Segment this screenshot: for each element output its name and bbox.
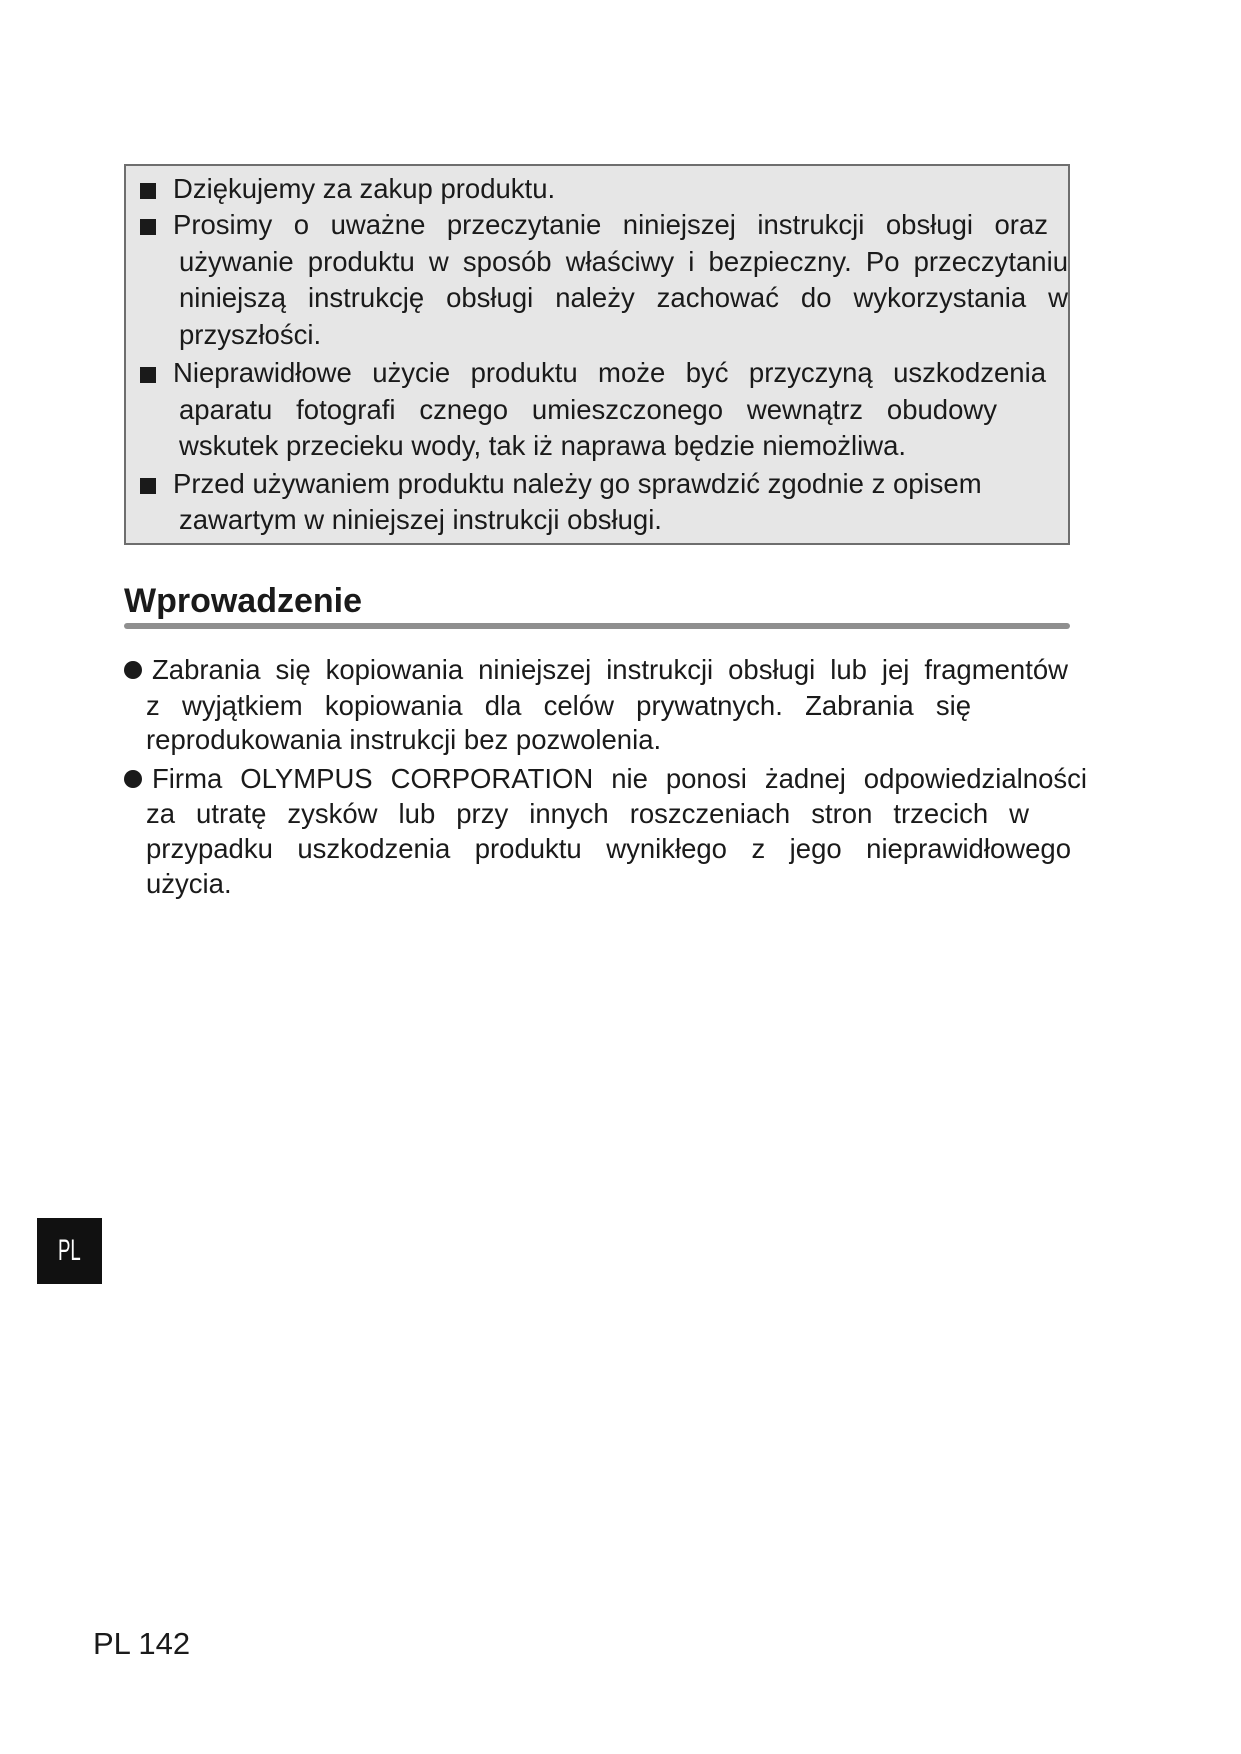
notice-box xyxy=(124,164,1070,545)
notice-line: używanie produktu w sposób właściwy i bezpieczny. Po przeczytaniu xyxy=(179,246,1068,277)
square-bullet-icon xyxy=(140,367,156,383)
heading-underline xyxy=(124,623,1070,629)
section-title: Wprowadzenie xyxy=(124,582,363,620)
language-tab xyxy=(37,1218,102,1284)
notice-line: Dziękujemy za zakup produktu. xyxy=(173,173,556,204)
bullet-line: Firma OLYMPUS CORPORATION nie ponosi żadnej odpowiedzialności xyxy=(152,763,1087,794)
notice-line: Przed używaniem produktu należy go sprawdzić zgodnie z opisem xyxy=(173,468,982,499)
notice-line: Nieprawidłowe użycie produktu może być przyczyną uszkodzenia xyxy=(173,357,1046,388)
bullet-line: Zabrania się kopiowania niniejszej instrukcji obsługi lub jej fragmentów xyxy=(152,654,1068,685)
square-bullet-icon xyxy=(140,478,156,494)
notice-line: niniejszą instrukcję obsługi należy zachować do wykorzystania w xyxy=(179,282,1068,313)
bullet-dot-icon xyxy=(124,770,142,788)
bullet-line: reprodukowania instrukcji bez pozwolenia. xyxy=(146,724,662,755)
notice-line: aparatu fotografi cznego umieszczonego wewnątrz obudowy xyxy=(179,394,997,425)
notice-line: przyszłości. xyxy=(179,319,322,350)
language-tab-label: PL xyxy=(58,1234,81,1267)
bullet-line: za utratę zysków lub przy innych roszczeniach stron trzecich w xyxy=(146,798,1029,829)
bullet-dot-icon xyxy=(124,661,142,679)
notice-line: zawartym w niniejszej instrukcji obsługi. xyxy=(179,504,662,535)
notice-line: Prosimy o uważne przeczytanie niniejszej instrukcji obsługi oraz xyxy=(173,209,1048,240)
bullet-line: z wyjątkiem kopiowania dla celów prywatnych. Zabrania się xyxy=(146,690,971,721)
bullet-line: przypadku uszkodzenia produktu wynikłego z jego nieprawidłowego xyxy=(146,833,1071,864)
notice-line: wskutek przecieku wody, tak iż naprawa będzie niemożliwa. xyxy=(179,430,907,461)
square-bullet-icon xyxy=(140,219,156,235)
page-number: PL 142 xyxy=(93,1626,191,1661)
bullet-line: użycia. xyxy=(146,868,232,899)
square-bullet-icon xyxy=(140,183,156,199)
